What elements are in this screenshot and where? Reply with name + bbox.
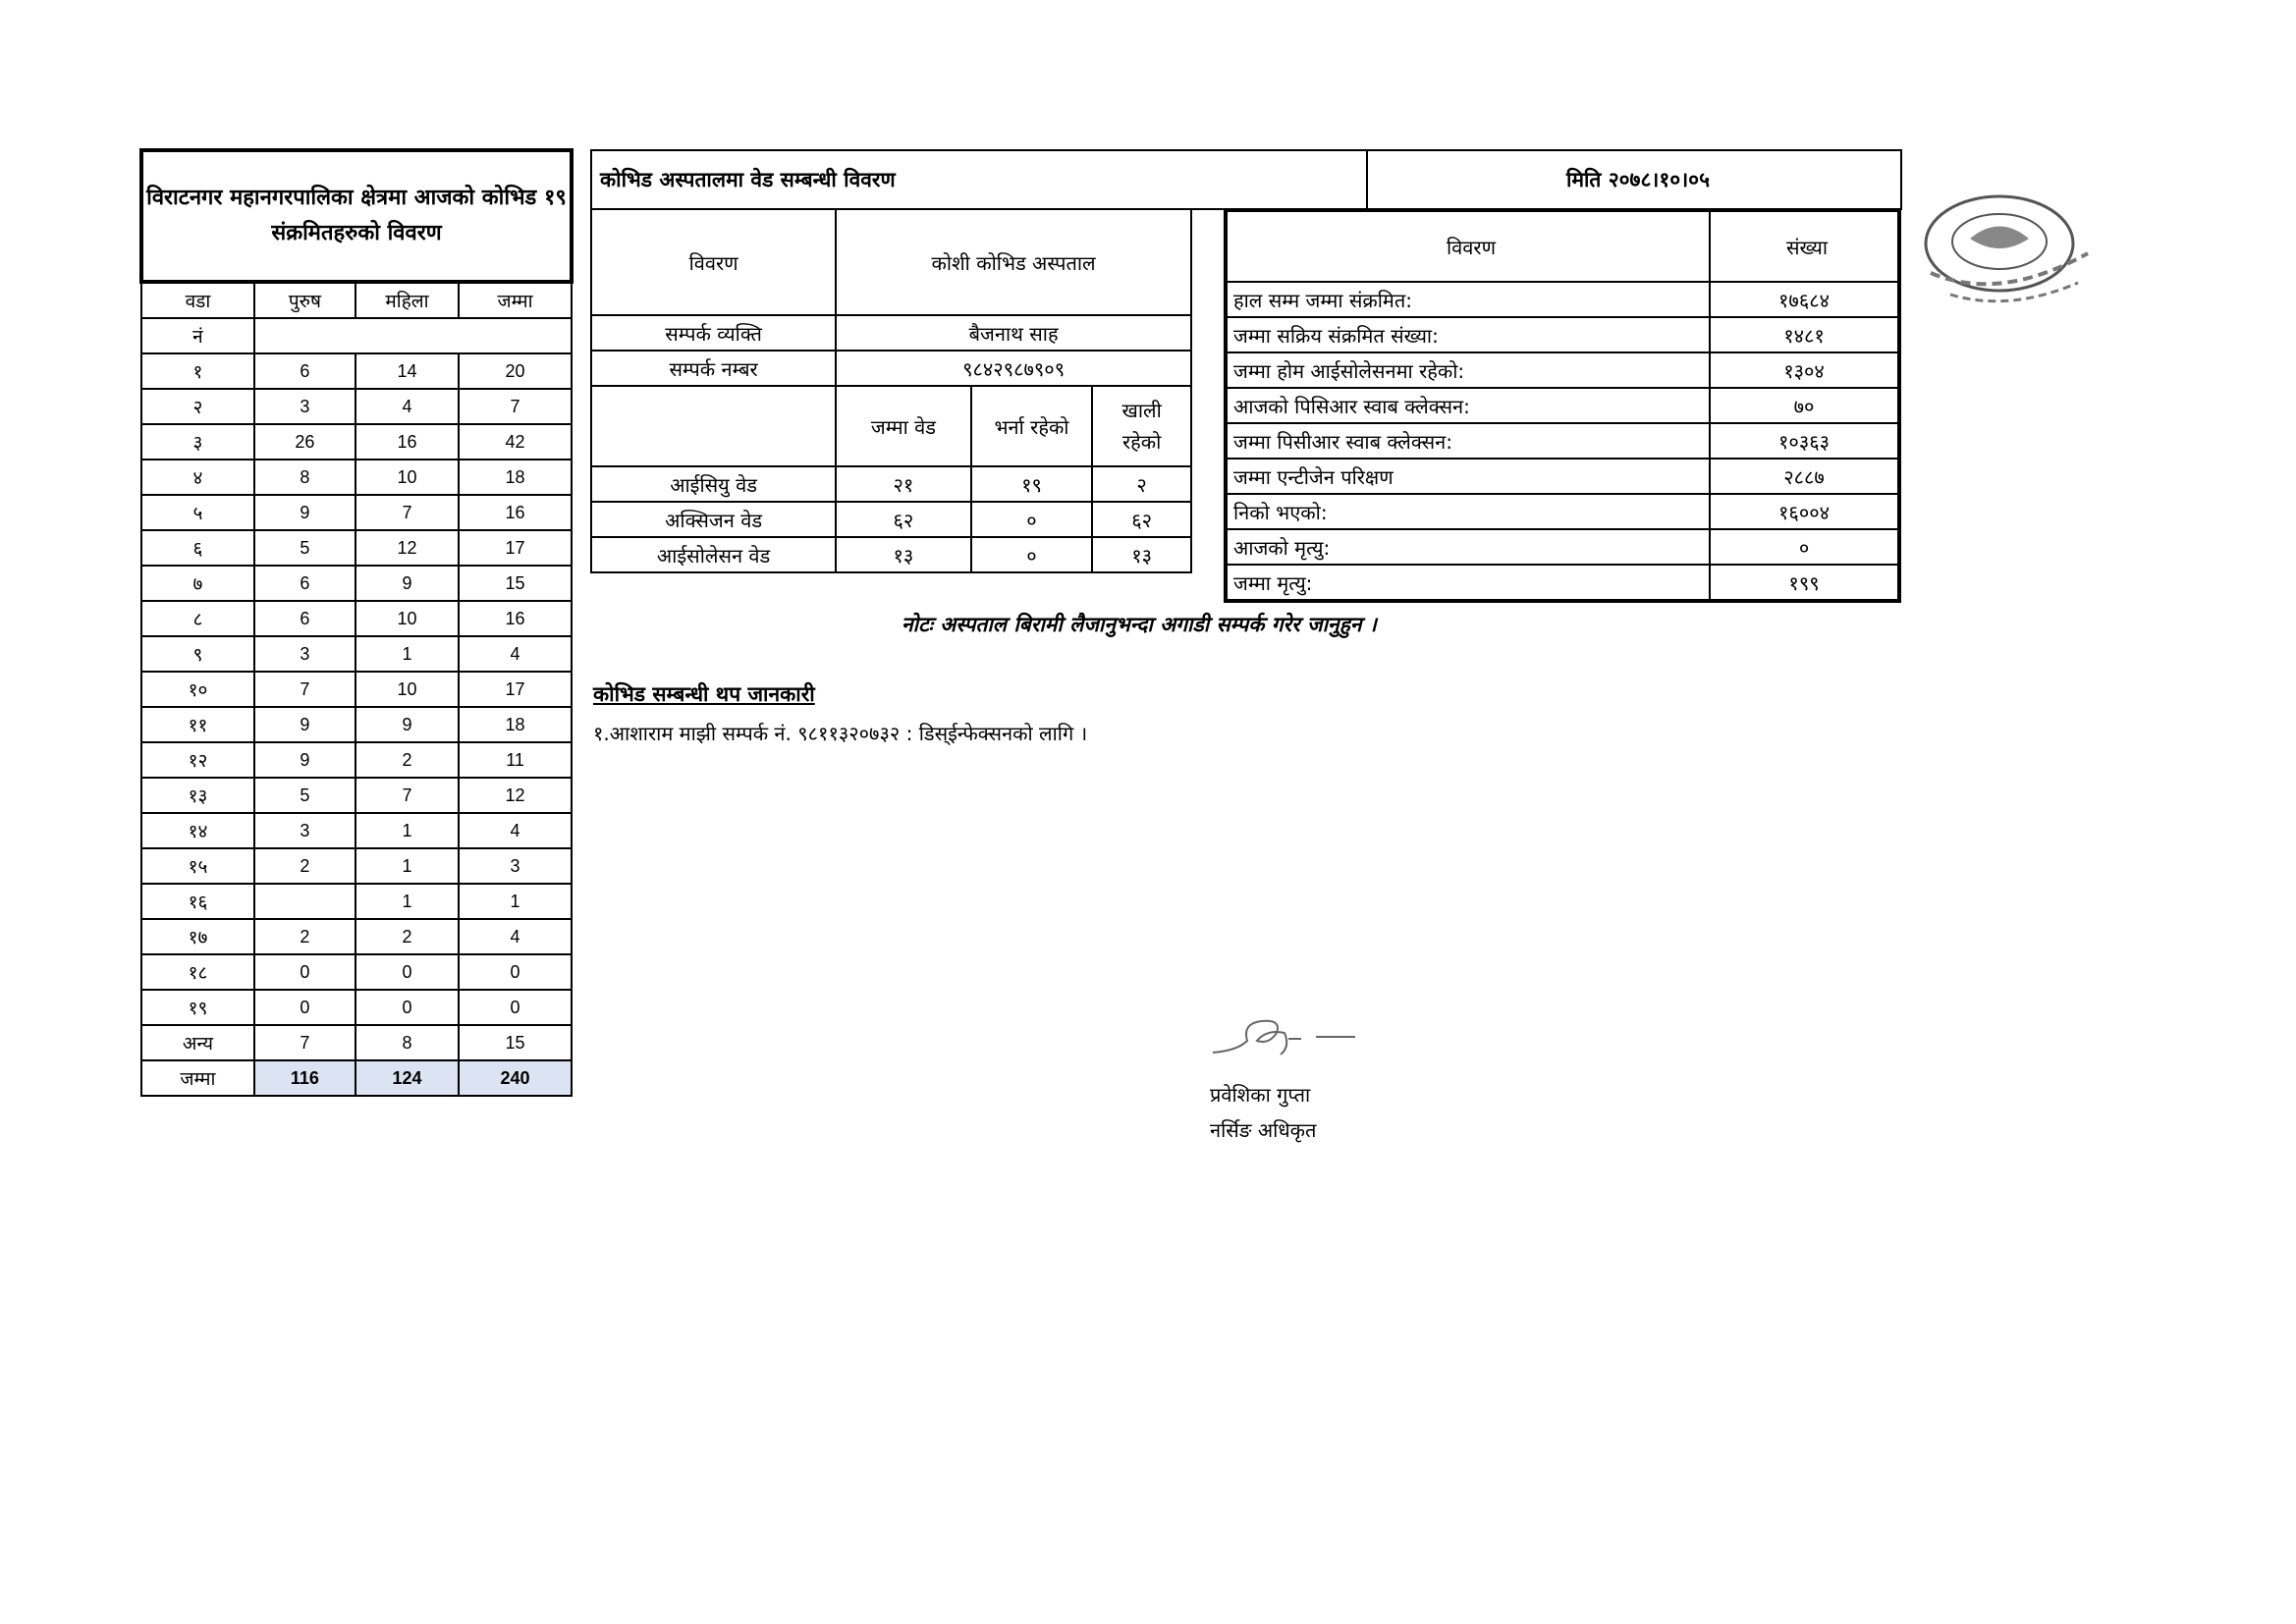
ward-number: ११ <box>141 707 254 742</box>
contact-number: ९८४२९८७९०९ <box>836 351 1191 386</box>
male-count: 8 <box>254 460 355 495</box>
table-row <box>141 990 572 1025</box>
hospital-note: नोटः अस्पताल बिरामी लैजानुभन्दा अगाडी सम्पर्क गरेर जानुहुन । <box>902 613 1377 636</box>
bed-row-empty: १३ <box>1092 537 1191 572</box>
table-row <box>141 601 572 636</box>
stat-value: २८८७ <box>1710 459 1899 494</box>
total-count: 4 <box>459 813 572 848</box>
stat-value: ० <box>1710 529 1899 565</box>
table-row <box>1226 565 1899 601</box>
total-count: 3 <box>459 848 572 884</box>
table-row <box>1226 459 1899 494</box>
male-count: 6 <box>254 601 355 636</box>
stat-label: जम्मा सक्रिय संक्रमित संख्या: <box>1226 317 1710 352</box>
stat-value: १६००४ <box>1710 494 1899 529</box>
contact-person: बैजनाथ साह <box>836 315 1191 351</box>
female-count: 2 <box>355 919 459 954</box>
female-count: 7 <box>355 778 459 813</box>
stat-label: निको भएको: <box>1226 494 1710 529</box>
male-count: 5 <box>254 778 355 813</box>
male-count: 0 <box>254 954 355 990</box>
total-count: 0 <box>459 954 572 990</box>
male-count: 3 <box>254 636 355 672</box>
table-row <box>141 884 572 919</box>
ward-number: १५ <box>141 848 254 884</box>
office-stamp-icon <box>1891 185 2117 322</box>
table-row <box>141 778 572 813</box>
total-count: 4 <box>459 636 572 672</box>
total-count: 20 <box>459 353 572 389</box>
total-count: 12 <box>459 778 572 813</box>
ward-infection-table <box>139 148 574 1097</box>
more-info-heading: कोभिड सम्बन्धी थप जानकारी <box>593 682 815 706</box>
male-count: 9 <box>254 742 355 778</box>
male-total: 116 <box>254 1060 355 1096</box>
male-count: 3 <box>254 813 355 848</box>
stat-label: जम्मा मृत्यु: <box>1226 565 1710 601</box>
male-count: 2 <box>254 919 355 954</box>
more-info-line: १.आशाराम माझी सम्पर्क नं. ९८११३२०७३२ : डिस्ईन्फेक्सनको लागि । <box>593 722 1088 745</box>
stat-value: ७० <box>1710 388 1899 423</box>
stats-detail-header: विवरण <box>1226 210 1710 282</box>
female-count: 10 <box>355 672 459 707</box>
empty-header-line2: रहेको <box>1121 430 1162 454</box>
ward-number: ४ <box>141 460 254 495</box>
bed-row-total: २१ <box>836 466 971 502</box>
bed-row-admitted: १९ <box>971 466 1093 502</box>
table-row <box>141 353 572 389</box>
table-row <box>141 954 572 990</box>
hospital-name: कोशी कोभिड अस्पताल <box>836 209 1191 315</box>
total-count: 17 <box>459 672 572 707</box>
contact-number-label: सम्पर्क नम्बर <box>591 351 836 386</box>
total-count: 7 <box>459 389 572 424</box>
male-count: 26 <box>254 424 355 460</box>
stat-value: १७६८४ <box>1710 282 1899 317</box>
total-count: 15 <box>459 566 572 601</box>
male-count: 6 <box>254 353 355 389</box>
stat-label: आजको पिसिआर स्वाब क्लेक्सन: <box>1226 388 1710 423</box>
bed-row-empty: २ <box>1092 466 1191 502</box>
ward-number: १४ <box>141 813 254 848</box>
table-row <box>141 1025 572 1060</box>
male-header: पुरुष <box>254 282 355 318</box>
total-row <box>141 1060 572 1096</box>
total-count: 4 <box>459 919 572 954</box>
ward-number: १ <box>141 353 254 389</box>
bed-row-label: आईसोलेसन वेड <box>591 537 836 572</box>
table-row <box>1226 423 1899 459</box>
bed-row-admitted: ० <box>971 502 1093 537</box>
male-count: 7 <box>254 672 355 707</box>
table-row <box>1226 352 1899 388</box>
total-label: जम्मा <box>141 1060 254 1096</box>
total-count: 16 <box>459 495 572 530</box>
female-count: 10 <box>355 460 459 495</box>
female-count: 16 <box>355 424 459 460</box>
total-count: 42 <box>459 424 572 460</box>
bed-header-strip <box>590 149 1902 210</box>
admitted-header: भर्ना रहेको <box>971 386 1093 466</box>
table-row <box>141 495 572 530</box>
stat-value: १९९ <box>1710 565 1899 601</box>
female-count: 10 <box>355 601 459 636</box>
female-count: 4 <box>355 389 459 424</box>
stat-label: हाल सम्म जम्मा संक्रमित: <box>1226 282 1710 317</box>
table-row <box>141 707 572 742</box>
ward-number: अन्य <box>141 1025 254 1060</box>
female-count: 2 <box>355 742 459 778</box>
table-row <box>1226 494 1899 529</box>
total-count: 18 <box>459 460 572 495</box>
bed-row-total: ६२ <box>836 502 971 537</box>
stat-label: जम्मा होम आईसोलेसनमा रहेको: <box>1226 352 1710 388</box>
male-count: 9 <box>254 495 355 530</box>
table-row <box>141 848 572 884</box>
ward-number: ५ <box>141 495 254 530</box>
ward-number: ३ <box>141 424 254 460</box>
total-count: 16 <box>459 601 572 636</box>
bed-row-label: अक्सिजन वेड <box>591 502 836 537</box>
signatory-name: प्रवेशिका गुप्ता <box>1210 1083 1311 1107</box>
table-row <box>1226 388 1899 423</box>
header-spacer <box>254 318 572 353</box>
female-count: 9 <box>355 707 459 742</box>
ward-number: १२ <box>141 742 254 778</box>
stat-label: आजको मृत्यु: <box>1226 529 1710 565</box>
male-count: 3 <box>254 389 355 424</box>
ward-number: १३ <box>141 778 254 813</box>
male-count: 5 <box>254 530 355 566</box>
female-count: 0 <box>355 990 459 1025</box>
signatory-title: नर्सिङ अधिकृत <box>1210 1118 1317 1142</box>
male-count <box>254 884 355 919</box>
ward-header-no: नं <box>141 318 254 353</box>
ward-number: १० <box>141 672 254 707</box>
male-count: 6 <box>254 566 355 601</box>
signature-mark <box>1208 1011 1365 1060</box>
female-total: 124 <box>355 1060 459 1096</box>
table-row <box>141 566 572 601</box>
female-header: महिला <box>355 282 459 318</box>
table-row <box>1226 529 1899 565</box>
stat-label: जम्मा एन्टीजेन परिक्षण <box>1226 459 1710 494</box>
bed-blank-cell <box>591 386 836 466</box>
table-row <box>141 460 572 495</box>
female-count: 7 <box>355 495 459 530</box>
ward-header: वडा <box>141 282 254 318</box>
total-count: 17 <box>459 530 572 566</box>
ward-number: ९ <box>141 636 254 672</box>
covid-stats-table <box>1224 208 1901 603</box>
table-row <box>141 813 572 848</box>
table-row <box>141 636 572 672</box>
ward-number: १७ <box>141 919 254 954</box>
report-date: मिति २०७८।१०।०५ <box>1367 150 1901 209</box>
total-bed-header: जम्मा वेड <box>836 386 971 466</box>
stat-label: जम्मा पिसीआर स्वाब क्लेक्सन: <box>1226 423 1710 459</box>
contact-person-label: सम्पर्क व्यक्ति <box>591 315 836 351</box>
male-count: 7 <box>254 1025 355 1060</box>
stat-value: १०३६३ <box>1710 423 1899 459</box>
ward-number: ८ <box>141 601 254 636</box>
male-count: 2 <box>254 848 355 884</box>
stats-count-header: संख्या <box>1710 210 1899 282</box>
ward-table-title: विराटनगर महानगरपालिका क्षेत्रमा आजको कोभिड १९ संक्रमितहरुको विवरण <box>141 150 572 282</box>
total-count: 15 <box>459 1025 572 1060</box>
total-count: 0 <box>459 990 572 1025</box>
total-count: 1 <box>459 884 572 919</box>
bed-row-total: १३ <box>836 537 971 572</box>
bed-row-empty: ६२ <box>1092 502 1191 537</box>
female-count: 8 <box>355 1025 459 1060</box>
ward-number: ७ <box>141 566 254 601</box>
table-row <box>1226 282 1899 317</box>
total-count: 18 <box>459 707 572 742</box>
ward-number: २ <box>141 389 254 424</box>
bed-detail-header: विवरण <box>591 209 836 315</box>
table-row <box>141 742 572 778</box>
female-count: 0 <box>355 954 459 990</box>
ward-number: १९ <box>141 990 254 1025</box>
female-count: 12 <box>355 530 459 566</box>
table-row <box>141 424 572 460</box>
male-count: 9 <box>254 707 355 742</box>
ward-number: १८ <box>141 954 254 990</box>
hospital-bed-table <box>590 208 1192 573</box>
table-row <box>1226 317 1899 352</box>
female-count: 1 <box>355 884 459 919</box>
bed-row-admitted: ० <box>971 537 1093 572</box>
table-row <box>141 389 572 424</box>
female-count: 14 <box>355 353 459 389</box>
empty-header <box>1092 386 1191 466</box>
stat-value: १४८१ <box>1710 317 1899 352</box>
table-row <box>141 530 572 566</box>
total-count: 11 <box>459 742 572 778</box>
table-row <box>141 919 572 954</box>
empty-header-line1: खाली <box>1121 399 1162 422</box>
bed-section-title: कोभिड अस्पतालमा वेड सम्बन्धी विवरण <box>591 150 1367 209</box>
female-count: 1 <box>355 813 459 848</box>
ward-number: १६ <box>141 884 254 919</box>
bed-row-label: आईसियु वेड <box>591 466 836 502</box>
grand-total: 240 <box>459 1060 572 1096</box>
table-row <box>141 672 572 707</box>
ward-number: ६ <box>141 530 254 566</box>
male-count: 0 <box>254 990 355 1025</box>
female-count: 1 <box>355 636 459 672</box>
stat-value: १३०४ <box>1710 352 1899 388</box>
total-header: जम्मा <box>459 282 572 318</box>
female-count: 9 <box>355 566 459 601</box>
female-count: 1 <box>355 848 459 884</box>
